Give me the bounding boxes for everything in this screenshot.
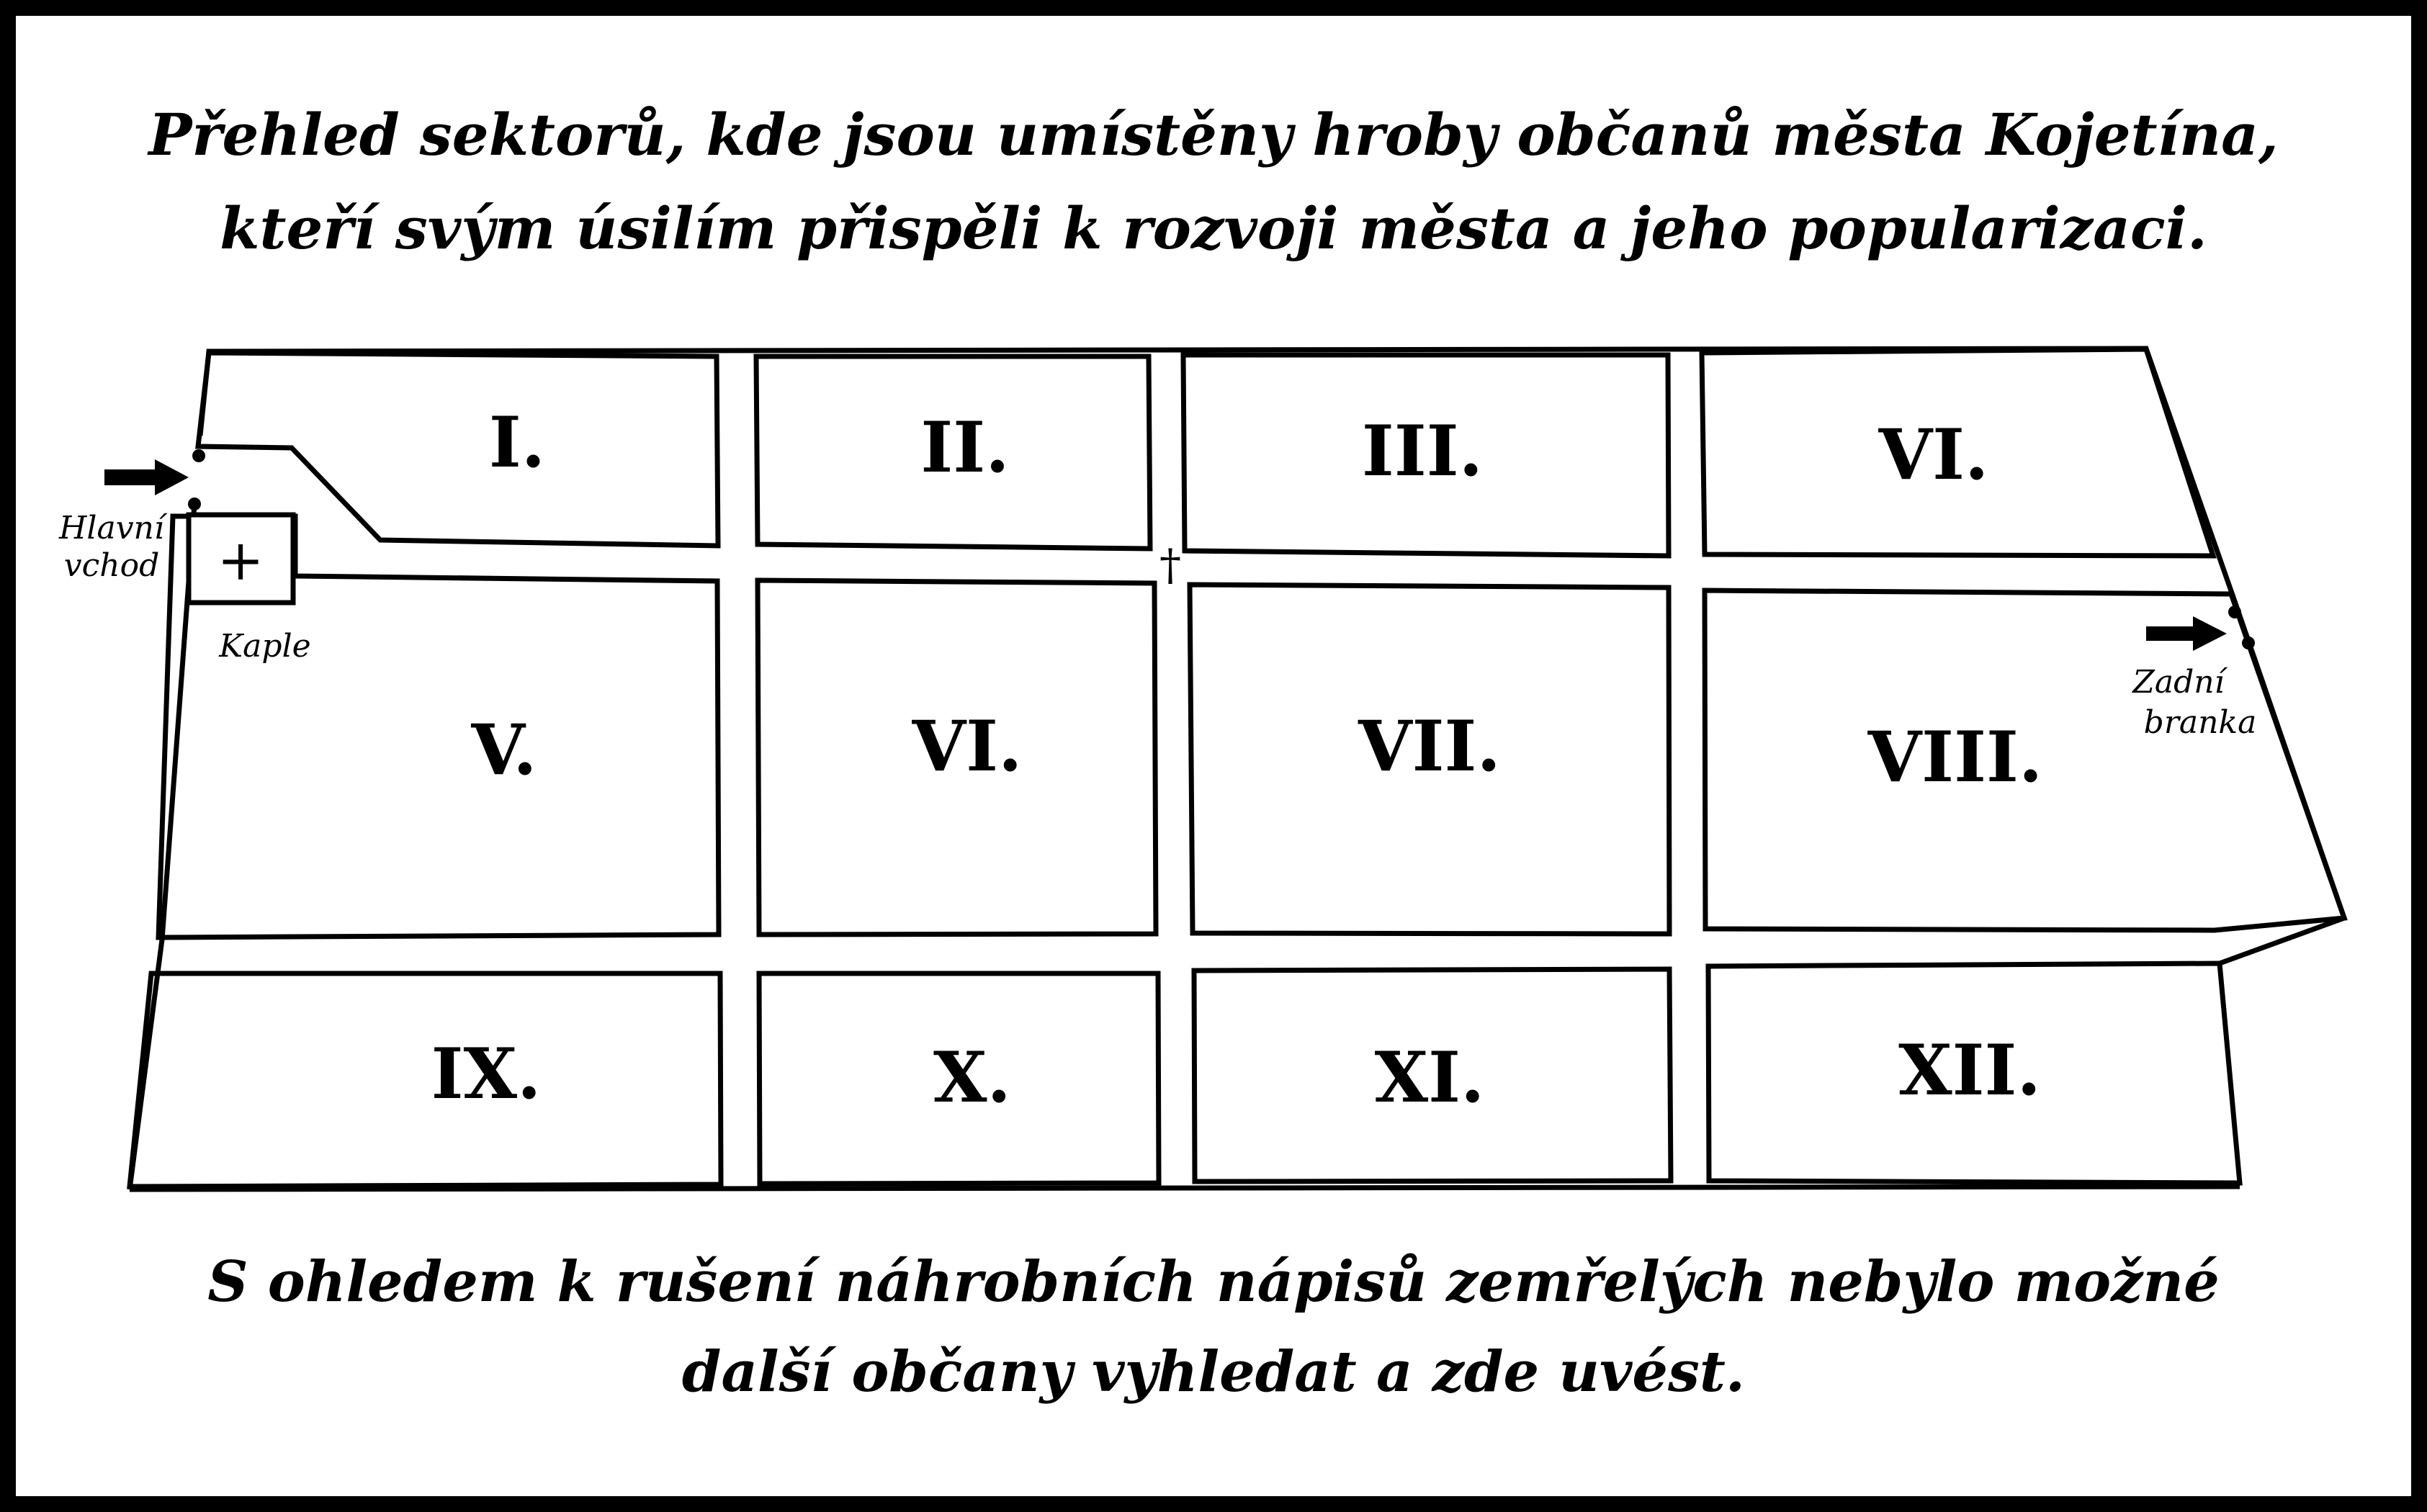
cemetery-boundary-bottom [130,1187,2240,1189]
footer-note-line-2: další občany vyhledat a zde uvést. [681,1339,1746,1405]
sector-12-label: XII. [1898,1030,2041,1111]
map-title-line-1: Přehled sektorů, kde jsou umístěny hroby občanů města Kojetína, [148,101,2279,168]
chapel-symbol: + [217,528,264,593]
sector-4-label: VI. [1878,414,1989,495]
sector-11-label: XI. [1374,1037,1485,1118]
main-entrance-dot-top [192,449,205,462]
main-entrance-label-line-1: Hlavní [59,510,164,546]
map-title-line-2: kteří svým úsilím přispěli k rozvoji města a jeho popularizaci. [220,194,2207,262]
back-gate-label-line-1: Zadní [2132,664,2225,701]
sector-5-label: V. [471,709,537,791]
sector-9-outline [130,973,721,1187]
back-gate-dot-bottom [2242,636,2255,649]
sector-6-label: VI. [912,706,1023,787]
main-entrance-dot-bottom [188,498,201,510]
back-gate-arrow-icon [2146,616,2227,651]
sector-2-label: II. [920,407,1010,488]
chapel-label: Kaple [219,628,311,665]
footer-note-line-1: S ohledem k rušení náhrobních nápisů zemřelých nebylo možné [207,1249,2220,1315]
back-gate-dot-top [2228,606,2241,618]
main-entrance-label-line-2: vchod [63,547,160,584]
sector-3-label: III. [1361,410,1484,492]
main-entrance-arrow-icon [104,459,189,495]
back-gate-label-line-2: branka [2143,704,2257,741]
cross-symbol: † [1159,540,1181,590]
sector-1-label: I. [488,402,546,483]
sector-10-label: X. [933,1037,1011,1118]
sector-7-label: VII. [1358,706,1501,787]
sector-8-label: VIII. [1867,716,2043,798]
sector-9-label: IX. [431,1033,542,1115]
